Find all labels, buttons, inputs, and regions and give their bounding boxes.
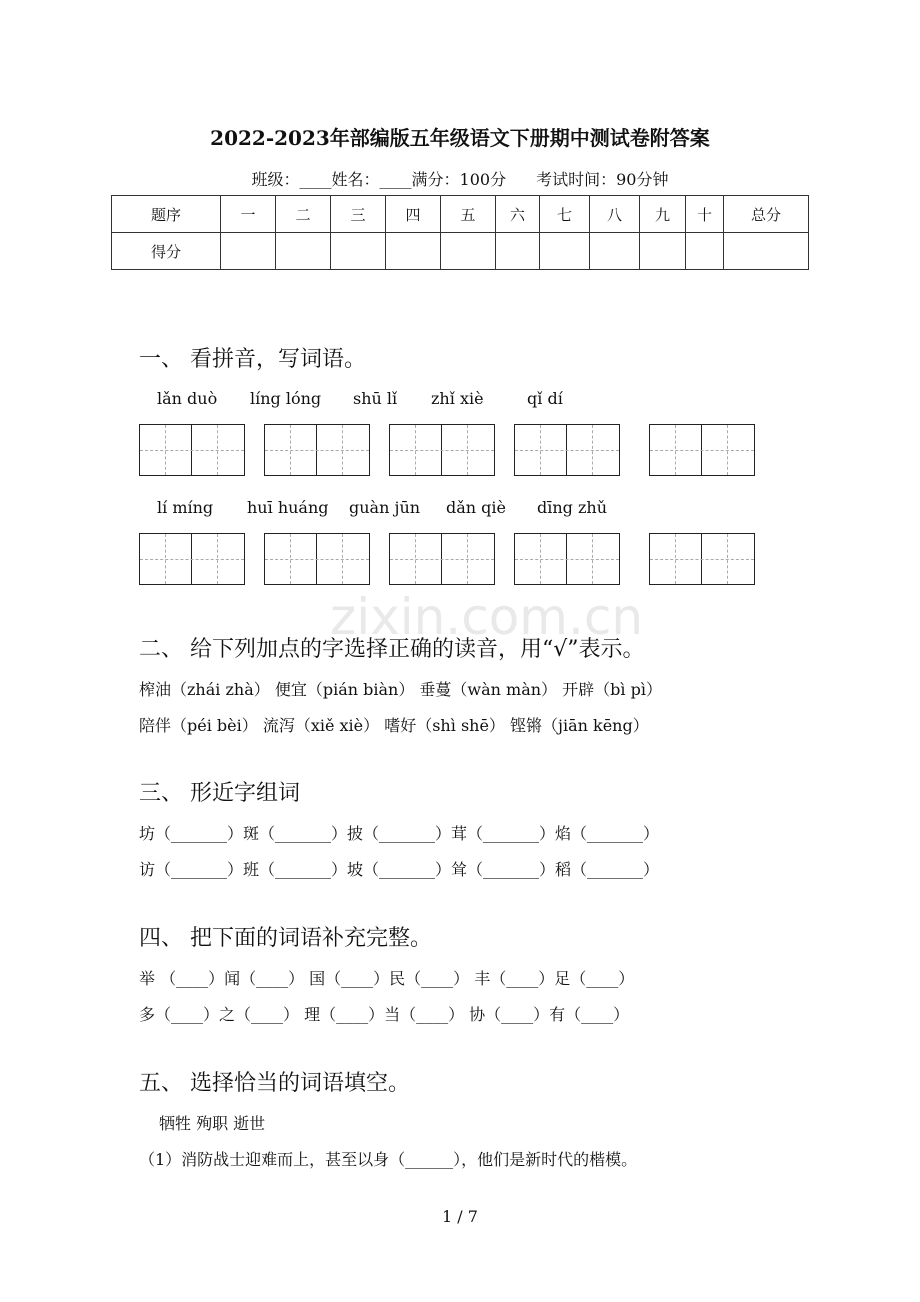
fill-question: （1）消防战士迎难而上，甚至以身（______），他们是新时代的楷模。 (139, 1150, 638, 1169)
header-cell: 三 (331, 196, 386, 233)
pinyin-label: dǎn qiè (446, 498, 506, 517)
pinyin-label: dīng zhǔ (537, 498, 608, 517)
score-cell[interactable] (724, 233, 809, 270)
score-cell[interactable] (386, 233, 441, 270)
writing-grid[interactable] (389, 533, 495, 585)
writing-grid[interactable] (514, 424, 620, 476)
header-cell: 九 (640, 196, 686, 233)
writing-grid[interactable] (649, 424, 755, 476)
writing-grid[interactable] (139, 424, 245, 476)
writing-grid[interactable] (264, 533, 370, 585)
header-cell: 六 (496, 196, 540, 233)
page-title: 2022-2023年部编版五年级语文下册期中测试卷附答案 (210, 126, 710, 150)
score-cell[interactable] (276, 233, 331, 270)
word-group-line: 坊（_______）斑（_______）披（_______）茸（_______）焰（_______） (139, 824, 660, 843)
writing-grid[interactable] (264, 424, 370, 476)
header-cell: 总分 (724, 196, 809, 233)
header-cell: 五 (441, 196, 496, 233)
writing-grid[interactable] (389, 424, 495, 476)
score-cell[interactable] (540, 233, 590, 270)
score-cell[interactable] (221, 233, 276, 270)
idiom-line: 多（____）之（____） 理（____）当（____） 协（____）有（____） (139, 1005, 630, 1024)
word-group-line: 访（_______）班（_______）坡（_______）耸（_______）稻（_______） (139, 860, 660, 879)
score-cell[interactable] (686, 233, 724, 270)
score-cell[interactable] (331, 233, 386, 270)
class-name-score-label: 班级：____姓名：____满分：100分 (251, 170, 507, 189)
section2-heading: 二、 给下列加点的字选择正确的读音，用“√”表示。 (139, 637, 645, 662)
writing-grid[interactable] (514, 533, 620, 585)
score-table-header-row (112, 196, 809, 233)
score-cell[interactable] (496, 233, 540, 270)
section1-heading: 一、 看拼音，写词语。 (139, 347, 366, 372)
score-cell[interactable] (590, 233, 640, 270)
pinyin-label: shū lǐ (353, 389, 398, 408)
header-cell: 题序 (112, 196, 221, 233)
section3-heading: 三、 形近字组词 (139, 781, 300, 806)
header-cell: 七 (540, 196, 590, 233)
page-number: 1 / 7 (442, 1207, 478, 1226)
score-row-label: 得分 (112, 233, 221, 270)
header-cell: 四 (386, 196, 441, 233)
pinyin-label: qǐ dí (527, 389, 563, 408)
pronunciation-line: 榨油（zhái zhà） 便宜（pián biàn） 垂蔓（wàn màn） 开辟（bì pì） (139, 680, 662, 699)
exam-info (0, 167, 920, 190)
header-cell: 八 (590, 196, 640, 233)
header-cell: 一 (221, 196, 276, 233)
header-cell: 二 (276, 196, 331, 233)
score-cell[interactable] (640, 233, 686, 270)
pinyin-label: lǎn duò (157, 389, 218, 408)
score-cell[interactable] (441, 233, 496, 270)
writing-grid[interactable] (649, 533, 755, 585)
section4-heading: 四、 把下面的词语补充完整。 (139, 926, 432, 951)
word-choices: 牺牲 殉职 逝世 (159, 1114, 266, 1133)
watermark: zixin.com.cn (330, 588, 644, 646)
pinyin-label: guàn jūn (349, 498, 421, 517)
idiom-line: 举 （____）闻（____） 国（____）民（____） 丰（____）足（____） (139, 969, 635, 988)
pinyin-label: zhǐ xiè (431, 389, 484, 408)
score-table (111, 195, 809, 270)
header-cell: 十 (686, 196, 724, 233)
section5-heading: 五、 选择恰当的词语填空。 (139, 1071, 410, 1096)
pinyin-label: líng lóng (250, 389, 322, 408)
writing-grid[interactable] (139, 533, 245, 585)
pinyin-label: lí míng (157, 498, 214, 517)
pronunciation-line: 陪伴（péi bèi） 流泻（xiě xiè） 嗜好（shì shē） 铿锵（jiān kēng） (139, 716, 649, 735)
pinyin-label: huī huáng (247, 498, 329, 517)
exam-time-label: 考试时间：90分钟 (536, 170, 669, 189)
score-table-score-row (112, 233, 809, 270)
